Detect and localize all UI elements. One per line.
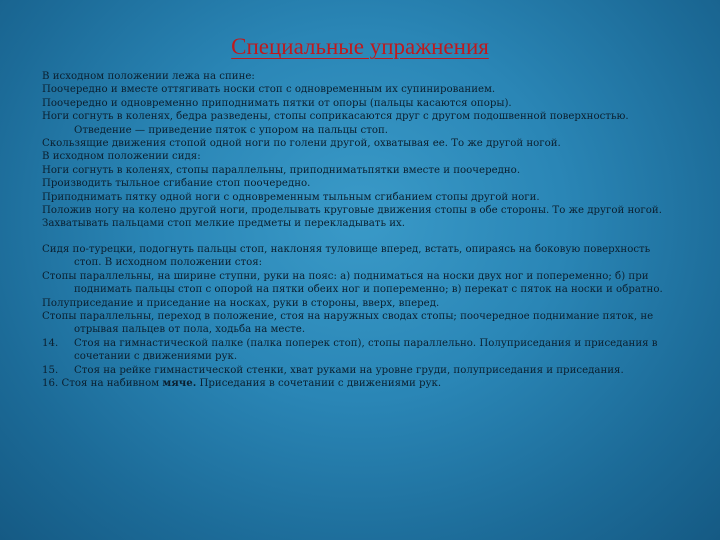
numbered-item — [42, 377, 672, 390]
slide-body — [42, 70, 672, 390]
paragraph: Положив ногу на колено другой ноги, проделывать круговые движения стопы в обе стороны. То же другой ногой. — [42, 205, 662, 217]
item-text-bold: мяче. — [162, 376, 197, 389]
item-text-start: 16. Стоя на набивном — [42, 377, 163, 389]
paragraph: Ноги согнуть в коленях, бедра разведены, стопы соприкасаются друг с другом подошвенной поверхностью. Отведение — приведение пяток с упором на пальцы стоп. — [42, 111, 629, 136]
numbered-item — [42, 337, 672, 364]
paragraph: Производить тыльное сгибание стоп поочередно. — [42, 178, 311, 190]
paragraph: Стопы параллельны, на ширине ступни, руки на пояс: а) подниматься на носки двух ног и попеременно; б) при поднимать пальцы стоп с опорой на пятки обеих ног и попеременно; в) перекат с пяток на носки и обратно. — [42, 270, 663, 296]
section-gap — [42, 231, 672, 243]
paragraph: Захватывать пальцами стоп мелкие предметы и перекладывать их. — [42, 218, 406, 230]
paragraph: Стопы параллельны, переход в положение, стоя на наружных сводах стопы; поочередное поднимание пяток, не отрывая пальцев от пола, ходьба на месте. — [42, 310, 654, 336]
slide-title: Специальные упражнения — [231, 34, 489, 59]
paragraph: В исходном положении сидя: — [42, 151, 201, 163]
paragraph: Полуприседание и приседание на носках, руки в стороны, вверх, вперед. — [42, 297, 440, 309]
item-text-end: Приседания в сочетании с движениями рук. — [196, 377, 442, 389]
numbered-item — [42, 364, 672, 377]
paragraph: Поочередно и вместе оттягивать носки стоп с одновременным их супинированием. — [42, 84, 496, 96]
paragraph: Приподнимать пятку одной ноги с одновременным тыльным сгибанием стопы другой ноги. — [42, 191, 540, 203]
paragraph: Ноги согнуть в коленях, стопы параллельны, приподниматьпятки вместе и поочередно. — [42, 164, 521, 176]
item-number: 15. — [42, 364, 59, 376]
paragraph: В исходном положении лежа на спине: — [42, 71, 255, 82]
item-text: Стоя на рейке гимнастической стенки, хват руками на уровне груди, полуприседания и приседания. — [74, 364, 624, 376]
paragraph: Сидя по-турецки, подогнуть пальцы стоп, наклоняя туловище вперед, встать, опираясь на боковую поверхность стоп. В исходном положении стоя: — [42, 243, 651, 269]
paragraph: Скользящие движения стопой одной ноги по голени другой, охватывая ее. То же другой ногой. — [42, 138, 561, 150]
item-text: Стоя на гимнастической палке (палка поперек стоп), стопы параллельно. Полуприседания и приседания в сочетании с движениями рук. — [74, 337, 658, 363]
paragraph: Поочередно и одновременно приподнимать пятки от опоры (пальцы касаются опоры). — [42, 97, 512, 109]
item-number: 14. — [42, 337, 59, 349]
